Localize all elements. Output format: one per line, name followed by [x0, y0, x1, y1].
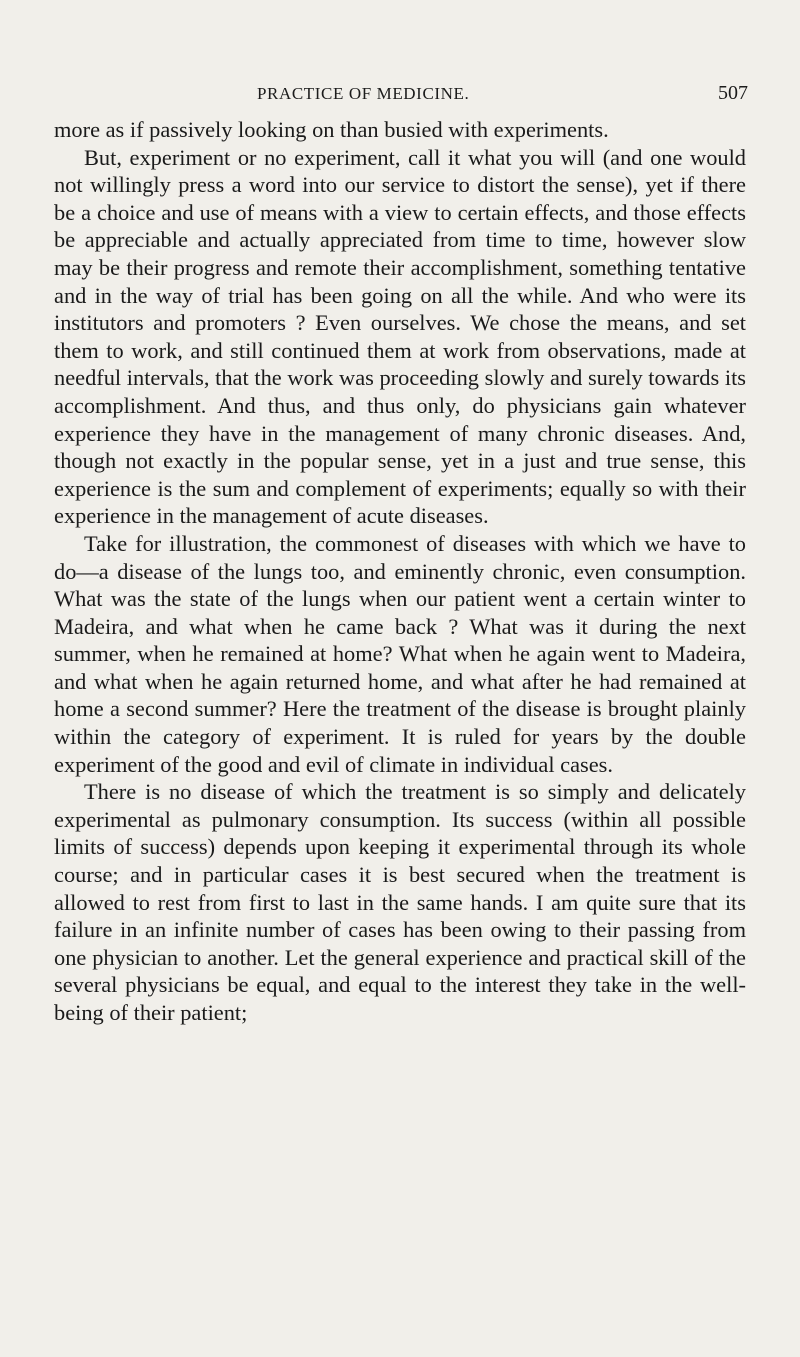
- paragraph: But, experiment or no experiment, call it what you will (and one would not willingly press a word into our service to distort the sense), yet if there be a choice and use of means with a view to certain effects, and those effects be appreciable and actually appreciated from time to time, however slow may be their progress and remote their accomplishment, something tentative and in the way of trial has been going on all the while. And who were its institutors and promoters ? Even ourselves. We chose the means, and set them to work, and still continued them at work from observations, made at needful intervals, that the work was proceeding slowly and surely towards its accomplishment. And thus, and thus only, do physicians gain whatever experience they have in the management of many chronic diseases. And, though not exactly in the popular sense, yet in a just and true sense, this experience is the sum and complement of experiments; equally so with their experience in the management of acute diseases.: [54, 144, 746, 529]
- body-text: [54, 116, 746, 1027]
- running-head: [0, 84, 800, 108]
- paragraph-continuation: more as if passively looking on than busied with experiments.: [54, 117, 609, 142]
- page-number: 507: [718, 82, 748, 104]
- paragraph: Take for illustration, the commonest of diseases with which we have to do—a disease of the lungs too, and eminently chronic, even consumption. What was the state of the lungs when our patient went a certain winter to Madeira, and what when he came back ? What was it during the next summer, when he remained at home? What when he again went to Madeira, and what when he again returned home, and what after he had remained at home a second summer? Here the treatment of the disease is brought plainly within the category of experiment. It is ruled for years by the double experiment of the good and evil of climate in individual cases.: [54, 530, 746, 777]
- running-title: PRACTICE OF MEDICINE.: [257, 84, 470, 103]
- paragraph: There is no disease of which the treatment is so simply and delicately experimental as pulmonary consumption. Its success (within all possible limits of success) depends upon keeping it experimental through its whole course; and in particular cases it is best secured when the treatment is allowed to rest from first to last in the same hands. I am quite sure that its failure in an infinite number of cases has been owing to their passing from one physician to another. Let the general experience and practical skill of the several physicians be equal, and equal to the interest they take in the well-being of their patient;: [54, 779, 746, 1025]
